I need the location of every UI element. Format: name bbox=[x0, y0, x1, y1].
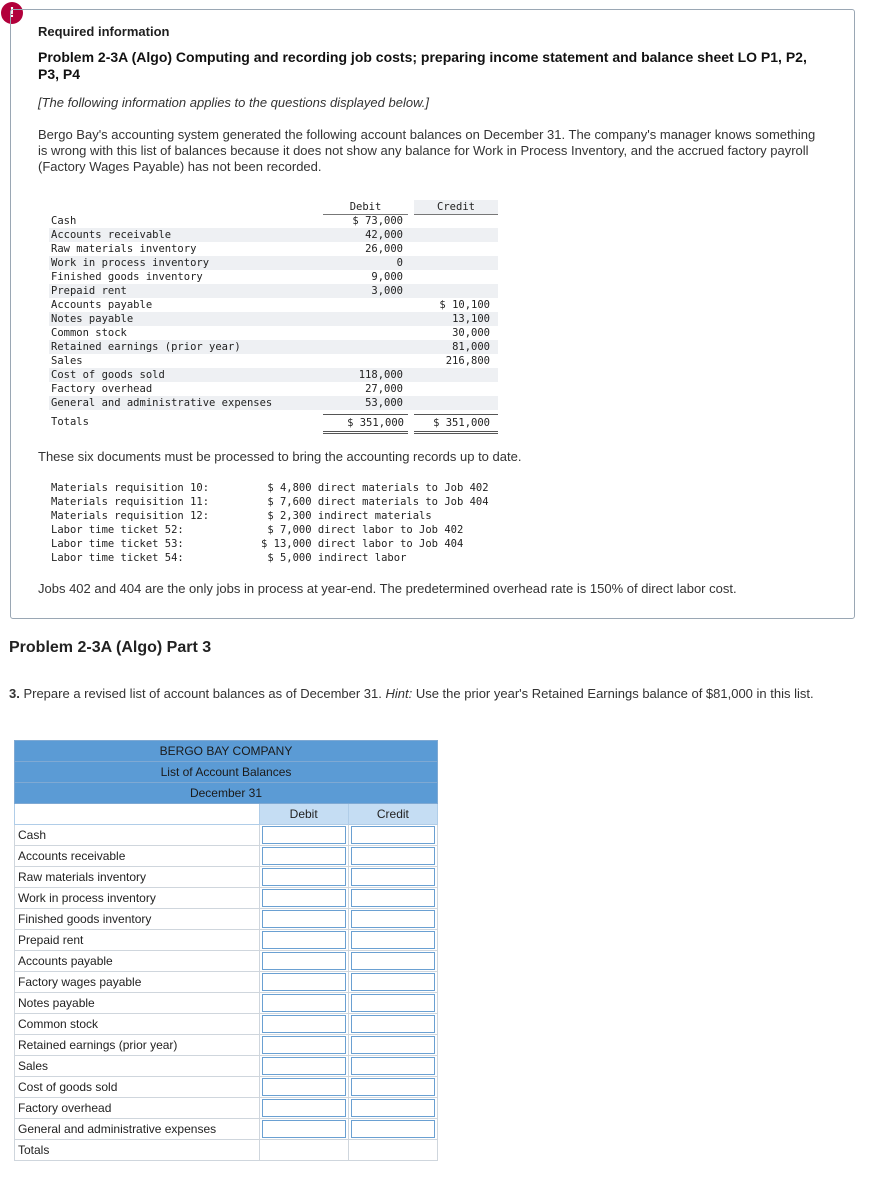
trial-row bbox=[49, 214, 498, 228]
credit-input[interactable] bbox=[351, 889, 435, 907]
applies-note: [The following information applies to the questions displayed below.] bbox=[38, 95, 429, 110]
answer-row bbox=[15, 909, 438, 930]
alert-icon: ! bbox=[1, 2, 23, 24]
answer-debit-cell bbox=[259, 1035, 348, 1056]
trial-debit-value: 26,000 bbox=[365, 243, 403, 255]
answer-credit-cell bbox=[348, 993, 437, 1014]
answer-row bbox=[15, 1056, 438, 1077]
debit-input[interactable] bbox=[262, 868, 346, 886]
problem-title: Problem 2-3A (Algo) Computing and recording job costs; preparing income statement and balance sheet LO P1, P2, P3, P4 bbox=[38, 49, 807, 82]
credit-input[interactable] bbox=[351, 1057, 435, 1075]
question-number: 3. bbox=[9, 686, 20, 701]
answer-credit-cell bbox=[348, 825, 437, 846]
answer-credit-cell bbox=[348, 1056, 437, 1077]
trial-debit-value: 42,000 bbox=[365, 229, 403, 241]
answer-account-name: Prepaid rent bbox=[15, 930, 260, 951]
trial-row bbox=[49, 298, 498, 312]
answer-totals-credit bbox=[348, 1140, 437, 1161]
trial-row bbox=[49, 368, 498, 382]
documents-list bbox=[51, 481, 511, 565]
document-row bbox=[51, 495, 511, 509]
answer-debit-cell bbox=[259, 1119, 348, 1140]
trial-row bbox=[49, 396, 498, 410]
answer-account-name: Notes payable bbox=[15, 993, 260, 1014]
trial-row bbox=[49, 256, 498, 270]
answer-row bbox=[15, 825, 438, 846]
trial-account-name: Raw materials inventory bbox=[51, 243, 197, 255]
answer-credit-cell bbox=[348, 1119, 437, 1140]
answer-debit-cell bbox=[259, 1014, 348, 1035]
answer-debit-cell bbox=[259, 867, 348, 888]
trial-row bbox=[49, 228, 498, 242]
trial-totals-debit: $ 351,000 bbox=[323, 414, 408, 434]
debit-input[interactable] bbox=[262, 889, 346, 907]
answer-row bbox=[15, 951, 438, 972]
trial-row bbox=[49, 284, 498, 298]
document-name: Labor time ticket 52: bbox=[51, 524, 184, 536]
answer-row bbox=[15, 972, 438, 993]
trial-debit-header: Debit bbox=[323, 200, 408, 215]
answer-credit-cell bbox=[348, 846, 437, 867]
answer-row bbox=[15, 1119, 438, 1140]
intro-paragraph: Bergo Bay's accounting system generated the following account balances on December 31. The company's manager knows something is wrong with this list of balances because it does not show any balance for Work in Process Inventory, and the accrued factory payroll (Factory Wages Payable) has not been recorded. bbox=[38, 127, 816, 174]
trial-credit-header: Credit bbox=[414, 200, 498, 215]
document-value: $ 5,000 indirect labor bbox=[261, 552, 407, 564]
trial-row bbox=[49, 270, 498, 284]
answer-credit-cell bbox=[348, 1014, 437, 1035]
answer-debit-cell bbox=[259, 825, 348, 846]
document-value: $ 7,000 direct labor to Job 402 bbox=[261, 524, 464, 536]
trial-account-name: Notes payable bbox=[51, 313, 134, 325]
answer-account-name: Sales bbox=[15, 1056, 260, 1077]
debit-input[interactable] bbox=[262, 826, 346, 844]
unadjusted-balances-table bbox=[49, 200, 498, 430]
answer-account-name: Cost of goods sold bbox=[15, 1077, 260, 1098]
trial-account-name: Accounts receivable bbox=[51, 229, 172, 241]
documents-intro: These six documents must be processed to bring the accounting records up to date. bbox=[38, 449, 522, 464]
answer-account-name: Accounts receivable bbox=[15, 846, 260, 867]
trial-row bbox=[49, 312, 498, 326]
part-title: Problem 2-3A (Algo) Part 3 bbox=[9, 639, 212, 656]
trial-debit-value: 3,000 bbox=[371, 285, 403, 297]
answer-row bbox=[15, 1035, 438, 1056]
document-name: Materials requisition 11: bbox=[51, 496, 210, 508]
answer-credit-cell bbox=[348, 972, 437, 993]
answer-credit-header: Credit bbox=[348, 804, 437, 825]
trial-totals-label: Totals bbox=[51, 416, 89, 428]
answer-debit-cell bbox=[259, 972, 348, 993]
trial-row bbox=[49, 242, 498, 256]
trial-row bbox=[49, 382, 498, 396]
credit-input[interactable] bbox=[351, 994, 435, 1012]
debit-input[interactable] bbox=[262, 952, 346, 970]
answer-credit-cell bbox=[348, 951, 437, 972]
trial-header bbox=[49, 200, 498, 214]
answer-totals-row bbox=[15, 1140, 438, 1161]
answer-credit-cell bbox=[348, 888, 437, 909]
credit-input[interactable] bbox=[351, 826, 435, 844]
answer-debit-cell bbox=[259, 993, 348, 1014]
question-text bbox=[9, 686, 859, 702]
answer-row bbox=[15, 930, 438, 951]
trial-credit-value: 30,000 bbox=[452, 327, 490, 339]
credit-input[interactable] bbox=[351, 910, 435, 928]
answer-debit-cell bbox=[259, 1077, 348, 1098]
debit-input[interactable] bbox=[262, 1057, 346, 1075]
answer-account-name: Finished goods inventory bbox=[15, 909, 260, 930]
debit-input[interactable] bbox=[262, 994, 346, 1012]
debit-input[interactable] bbox=[262, 1015, 346, 1033]
debit-input[interactable] bbox=[262, 931, 346, 949]
credit-input[interactable] bbox=[351, 847, 435, 865]
document-row bbox=[51, 523, 511, 537]
document-row bbox=[51, 509, 511, 523]
trial-row bbox=[49, 326, 498, 340]
trial-credit-value: 216,800 bbox=[445, 355, 490, 367]
debit-input[interactable] bbox=[262, 847, 346, 865]
debit-input[interactable] bbox=[262, 973, 346, 991]
answer-account-name: Work in process inventory bbox=[15, 888, 260, 909]
answer-debit-header: Debit bbox=[259, 804, 348, 825]
credit-input[interactable] bbox=[351, 1078, 435, 1096]
trial-account-name: General and administrative expenses bbox=[51, 397, 273, 409]
answer-row bbox=[15, 993, 438, 1014]
debit-input[interactable] bbox=[262, 1120, 346, 1138]
debit-input[interactable] bbox=[262, 910, 346, 928]
answer-account-name: General and administrative expenses bbox=[15, 1119, 260, 1140]
document-row bbox=[51, 551, 511, 565]
answer-credit-cell bbox=[348, 930, 437, 951]
answer-totals-label: Totals bbox=[15, 1140, 260, 1161]
trial-row bbox=[49, 354, 498, 368]
trial-debit-value: 118,000 bbox=[358, 369, 403, 381]
trial-debit-value: 0 bbox=[396, 257, 403, 269]
document-row bbox=[51, 481, 511, 495]
trial-account-name: Finished goods inventory bbox=[51, 271, 203, 283]
trial-credit-value: $ 10,100 bbox=[439, 299, 490, 311]
answer-account-name: Raw materials inventory bbox=[15, 867, 260, 888]
answer-account-name: Factory overhead bbox=[15, 1098, 260, 1119]
answer-row bbox=[15, 1098, 438, 1119]
trial-totals-credit: $ 351,000 bbox=[414, 414, 498, 434]
trial-account-name: Common stock bbox=[51, 327, 127, 339]
trial-totals-row bbox=[49, 414, 498, 430]
credit-input[interactable] bbox=[351, 1120, 435, 1138]
document-value: $ 13,000 direct labor to Job 404 bbox=[261, 538, 464, 550]
answer-debit-cell bbox=[259, 951, 348, 972]
answer-row bbox=[15, 1077, 438, 1098]
answer-row bbox=[15, 846, 438, 867]
answer-debit-cell bbox=[259, 930, 348, 951]
answer-credit-cell bbox=[348, 1035, 437, 1056]
answer-debit-cell bbox=[259, 1098, 348, 1119]
answer-debit-cell bbox=[259, 909, 348, 930]
document-row bbox=[51, 537, 511, 551]
answer-account-name: Retained earnings (prior year) bbox=[15, 1035, 260, 1056]
document-name: Materials requisition 10: bbox=[51, 482, 210, 494]
required-info-label: Required information bbox=[38, 24, 170, 39]
trial-account-name: Accounts payable bbox=[51, 299, 153, 311]
answer-totals-debit bbox=[259, 1140, 348, 1161]
answer-table bbox=[14, 740, 438, 1161]
document-value: $ 2,300 indirect materials bbox=[261, 510, 432, 522]
document-value: $ 7,600 direct materials to Job 404 bbox=[261, 496, 489, 508]
jobs-note: Jobs 402 and 404 are the only jobs in process at year-end. The predetermined overhead rate is 150% of direct labor cost. bbox=[38, 581, 737, 596]
trial-debit-value: 53,000 bbox=[365, 397, 403, 409]
answer-credit-cell bbox=[348, 1077, 437, 1098]
answer-account-name: Accounts payable bbox=[15, 951, 260, 972]
trial-account-name: Retained earnings (prior year) bbox=[51, 341, 241, 353]
answer-row bbox=[15, 867, 438, 888]
credit-input[interactable] bbox=[351, 952, 435, 970]
trial-account-name: Cost of goods sold bbox=[51, 369, 165, 381]
hint-label: Hint: bbox=[385, 686, 413, 701]
answer-row bbox=[15, 888, 438, 909]
answer-subtitle: List of Account Balances bbox=[15, 762, 438, 783]
trial-debit-value: $ 73,000 bbox=[352, 215, 403, 227]
trial-account-name: Work in process inventory bbox=[51, 257, 210, 269]
answer-debit-cell bbox=[259, 888, 348, 909]
trial-account-name: Prepaid rent bbox=[51, 285, 127, 297]
answer-credit-cell bbox=[348, 867, 437, 888]
answer-row bbox=[15, 1014, 438, 1035]
debit-input[interactable] bbox=[262, 1099, 346, 1117]
answer-credit-cell bbox=[348, 909, 437, 930]
trial-debit-value: 27,000 bbox=[365, 383, 403, 395]
answer-date: December 31 bbox=[15, 783, 438, 804]
trial-account-name: Factory overhead bbox=[51, 383, 153, 395]
trial-row bbox=[49, 340, 498, 354]
answer-account-name: Cash bbox=[15, 825, 260, 846]
debit-input[interactable] bbox=[262, 1078, 346, 1096]
credit-input[interactable] bbox=[351, 1015, 435, 1033]
document-name: Labor time ticket 53: bbox=[51, 538, 184, 550]
answer-debit-cell bbox=[259, 846, 348, 867]
answer-credit-cell bbox=[348, 1098, 437, 1119]
answer-account-name: Factory wages payable bbox=[15, 972, 260, 993]
credit-input[interactable] bbox=[351, 973, 435, 991]
hint-text: Use the prior year's Retained Earnings balance of $81,000 in this list. bbox=[412, 686, 814, 701]
trial-credit-value: 13,100 bbox=[452, 313, 490, 325]
document-name: Materials requisition 12: bbox=[51, 510, 210, 522]
trial-account-name: Sales bbox=[51, 355, 83, 367]
trial-account-name: Cash bbox=[51, 215, 77, 227]
credit-input[interactable] bbox=[351, 868, 435, 886]
credit-input[interactable] bbox=[351, 1099, 435, 1117]
answer-account-name: Common stock bbox=[15, 1014, 260, 1035]
credit-input[interactable] bbox=[351, 1036, 435, 1054]
credit-input[interactable] bbox=[351, 931, 435, 949]
document-name: Labor time ticket 54: bbox=[51, 552, 184, 564]
trial-debit-value: 9,000 bbox=[371, 271, 403, 283]
debit-input[interactable] bbox=[262, 1036, 346, 1054]
answer-company: BERGO BAY COMPANY bbox=[15, 741, 438, 762]
answer-blank-header bbox=[15, 804, 260, 825]
question-body: Prepare a revised list of account balances as of December 31. bbox=[19, 686, 386, 701]
answer-debit-cell bbox=[259, 1056, 348, 1077]
document-value: $ 4,800 direct materials to Job 402 bbox=[261, 482, 489, 494]
trial-credit-value: 81,000 bbox=[452, 341, 490, 353]
